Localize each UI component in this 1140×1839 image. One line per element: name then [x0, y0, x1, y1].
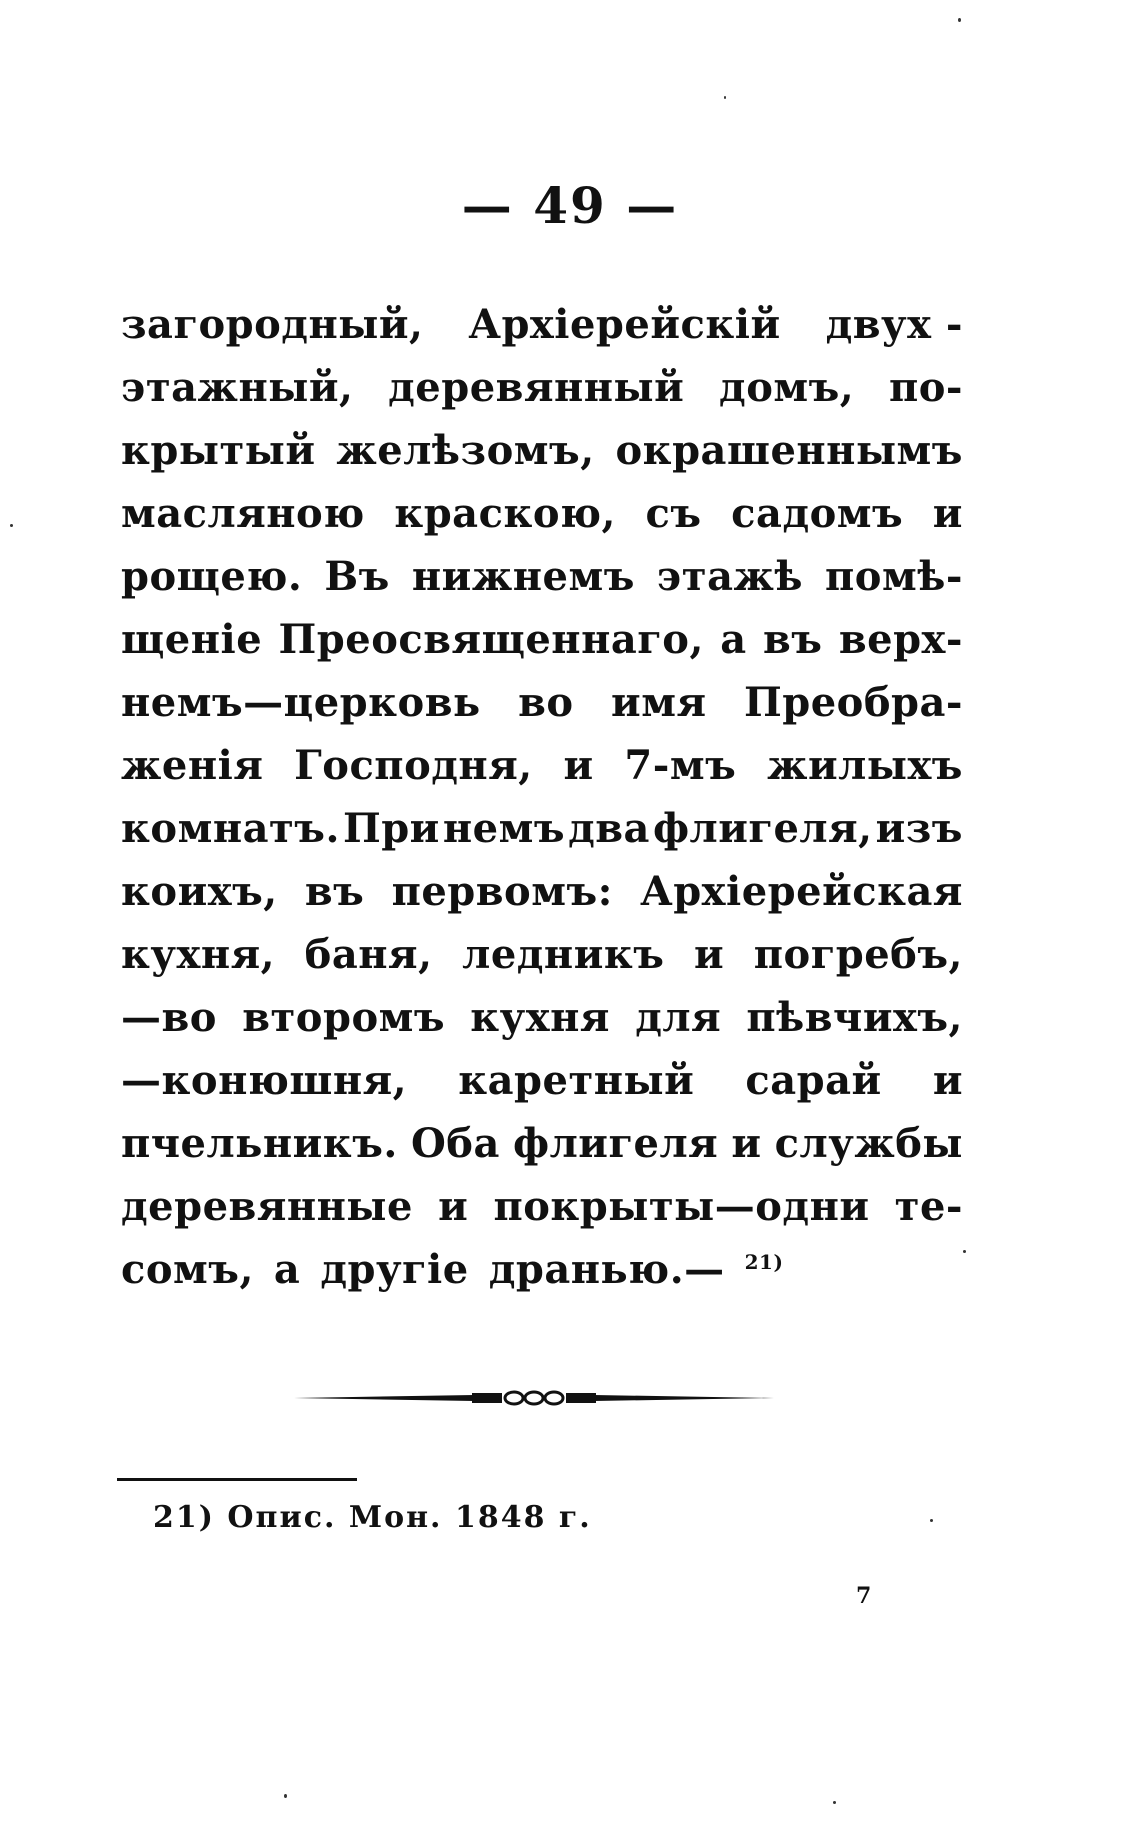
word: женія: [121, 742, 264, 789]
word: этажный,: [121, 364, 354, 411]
word: комнатъ.: [121, 805, 340, 852]
footnote-separator: [117, 1478, 357, 1481]
word: по-: [888, 364, 963, 411]
footnote-reference: 21): [744, 1249, 784, 1274]
word: кухня,: [121, 931, 276, 978]
word: и: [438, 1183, 469, 1230]
word: пѣвчихъ,: [746, 994, 963, 1041]
word: краскою,: [394, 490, 616, 537]
word: загородный,: [121, 301, 424, 348]
text-line: [121, 1238, 963, 1301]
word: сарай: [745, 1057, 882, 1104]
word: пчельникъ.: [121, 1120, 398, 1167]
word: Преосвященнаго,: [278, 616, 704, 663]
word: ледникъ: [462, 931, 665, 978]
word: другіе: [320, 1246, 469, 1293]
text-line: [121, 671, 963, 734]
word: крытый: [121, 427, 316, 474]
text-line: [121, 986, 963, 1049]
word: масляною: [121, 490, 365, 537]
word: те-: [894, 1183, 963, 1230]
word: первомъ:: [391, 868, 613, 915]
word: и: [731, 1120, 762, 1167]
word: рощею.: [121, 553, 303, 600]
word: желѣзомъ,: [336, 427, 595, 474]
text-line: [121, 482, 963, 545]
scan-speck: [833, 1801, 836, 1804]
word: кухня: [470, 994, 610, 1041]
text-line: [121, 356, 963, 419]
word: немъ—церковь: [121, 679, 481, 726]
text-line: [121, 1112, 963, 1175]
text-line: [121, 734, 963, 797]
word: 7-мъ: [624, 742, 737, 789]
word: покрыты—одни: [493, 1183, 870, 1230]
word: флигеля,: [652, 805, 873, 852]
word: нижнемъ: [411, 553, 635, 600]
word: —во: [121, 994, 217, 1041]
text-line: [121, 923, 963, 986]
footnote: 21) Опис. Мон. 1848 г.: [153, 1500, 592, 1535]
word: съ: [645, 490, 702, 537]
text-line: [121, 860, 963, 923]
word: второмъ: [242, 994, 446, 1041]
word: и: [932, 1057, 963, 1104]
word: Господня,: [294, 742, 533, 789]
word: во: [518, 679, 574, 726]
word: —конюшня,: [121, 1057, 408, 1104]
word: и: [932, 490, 963, 537]
text-line: [121, 419, 963, 482]
word: изъ: [875, 805, 963, 852]
signature-mark: 7: [856, 1583, 872, 1609]
word: имя: [611, 679, 707, 726]
word: садомъ: [731, 490, 904, 537]
word: немъ: [442, 805, 566, 852]
word: а: [720, 616, 747, 663]
scan-speck: [724, 96, 726, 99]
word: верх-: [838, 616, 963, 663]
word: помѣ-: [825, 553, 963, 600]
scan-speck: [958, 18, 961, 22]
word: и: [563, 742, 594, 789]
word: коихъ,: [121, 868, 278, 915]
word: два: [568, 805, 650, 852]
word: Архіерейская: [640, 868, 963, 915]
word: Оба: [410, 1120, 500, 1167]
word: щеніе: [121, 616, 263, 663]
word: деревянные: [121, 1183, 413, 1230]
text-line: [121, 293, 963, 356]
text-line: [121, 797, 963, 860]
word-with-footnote-ref: [489, 1238, 784, 1301]
scan-speck: [284, 1794, 287, 1798]
word: а: [273, 1246, 301, 1293]
scan-speck: [930, 1519, 933, 1522]
page-number: — 49 —: [461, 176, 679, 235]
body-text: [121, 293, 963, 1301]
word: Преобра-: [743, 679, 963, 726]
word: двух -: [825, 301, 963, 348]
word: погребъ,: [753, 931, 963, 978]
word: дранью.—: [488, 1246, 725, 1293]
word: Архіерейскій: [468, 301, 781, 348]
word: каретный: [458, 1057, 695, 1104]
word: этажѣ: [656, 553, 803, 600]
word: баня,: [304, 931, 433, 978]
word: сомъ,: [121, 1246, 254, 1293]
word: жилыхъ: [767, 742, 963, 789]
word: въ: [763, 616, 823, 663]
word: домъ,: [719, 364, 855, 411]
text-line: [121, 608, 963, 671]
word: въ: [304, 868, 365, 915]
word: и: [694, 931, 725, 978]
scan-speck: [10, 524, 13, 527]
word: окрашеннымъ: [615, 427, 963, 474]
decorative-rule-ornament: [294, 1390, 774, 1406]
scan-speck: [963, 1250, 966, 1253]
word: При: [342, 805, 440, 852]
word: службы: [774, 1120, 963, 1167]
word: для: [635, 994, 722, 1041]
text-line: [121, 1175, 963, 1238]
word: деревянный: [388, 364, 685, 411]
word: флигеля: [513, 1120, 719, 1167]
word: Въ: [324, 553, 390, 600]
text-line: [121, 545, 963, 608]
text-line: [121, 1049, 963, 1112]
